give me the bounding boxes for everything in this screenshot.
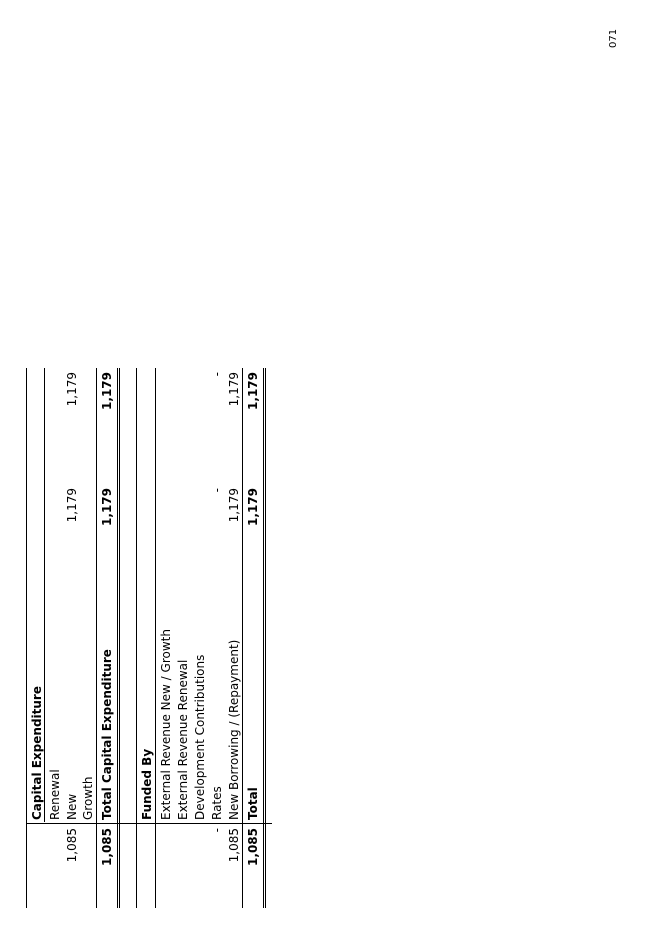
row-label: Development Contributions — [193, 654, 207, 820]
prior-total: 1,085 — [100, 828, 114, 866]
table-row — [225, 368, 243, 908]
table-row — [191, 368, 209, 908]
subtotal-rule — [242, 368, 243, 908]
funded-heading-row — [138, 368, 156, 908]
total-label: Total Capital Expenditure — [100, 649, 114, 820]
prior-value: - — [210, 828, 224, 833]
col2-value: 1,179 — [227, 372, 241, 407]
heading-underline — [155, 368, 156, 908]
subtotal-rule — [96, 368, 97, 908]
row-label: New — [65, 793, 79, 820]
funded-heading: Funded By — [140, 748, 154, 820]
heading-underline — [44, 368, 45, 822]
table-row — [208, 368, 226, 908]
table-top-rule — [26, 368, 27, 908]
row-label: External Revenue Renewal — [176, 659, 190, 820]
table-row — [79, 368, 97, 908]
col2-total: 1,179 — [246, 372, 260, 410]
total-label: Total — [246, 787, 260, 820]
row-label: New Borrowing / (Repayment) — [227, 639, 241, 820]
total-double-rule — [263, 368, 266, 908]
col1-value: 1,179 — [227, 488, 241, 523]
col1-value: 1,179 — [65, 488, 79, 523]
table-row — [174, 368, 192, 908]
row-label: Growth — [81, 776, 95, 820]
total-double-rule — [117, 368, 120, 908]
prior-value: 1,085 — [227, 828, 241, 863]
prior-total: 1,085 — [246, 828, 260, 866]
row-label: Renewal — [48, 769, 62, 820]
col2-value: 1,179 — [65, 372, 79, 407]
row-label: External Revenue New / Growth — [159, 629, 173, 820]
section-rule — [136, 368, 137, 908]
table-row — [46, 368, 64, 908]
page-number: 071 — [608, 28, 619, 48]
funding-table — [22, 368, 272, 908]
prior-value: 1,085 — [65, 828, 79, 863]
col1-value: - — [210, 488, 224, 493]
col2-value: - — [210, 372, 224, 377]
table-row — [157, 368, 175, 908]
row-label: Rates — [210, 786, 224, 820]
funded-total-row — [244, 368, 262, 908]
capex-total-row — [98, 368, 116, 908]
col1-total: 1,179 — [100, 488, 114, 526]
col1-total: 1,179 — [246, 488, 260, 526]
capex-heading: Capital Expenditure — [30, 686, 44, 820]
col2-total: 1,179 — [100, 372, 114, 410]
